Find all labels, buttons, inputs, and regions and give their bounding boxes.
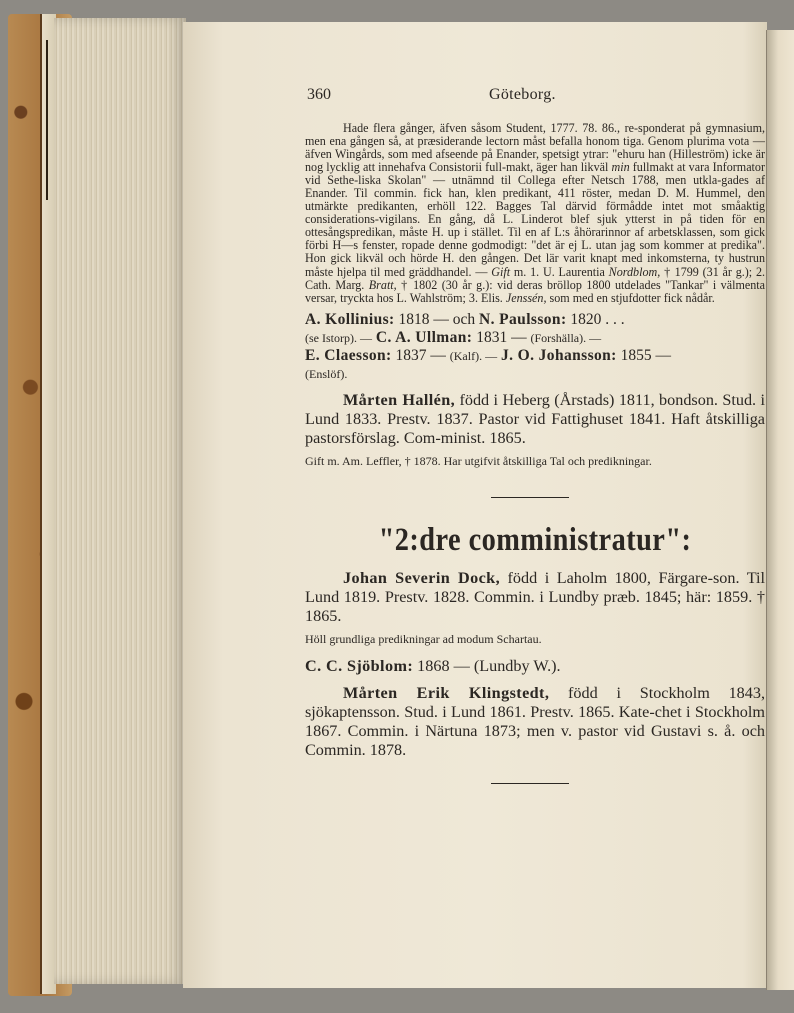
divider-rule-bottom xyxy=(491,783,569,784)
dock-text: född i Laholm 1800, Färgare-son. Til Lund 1819. Prestv. 1828. Commin. i Lundby præb. 1845; här: 1859. † 1865. xyxy=(305,568,766,626)
paulsson-name: N. Paulsson: xyxy=(479,310,567,328)
names-line-4 xyxy=(305,365,765,383)
klingstedt-entry xyxy=(305,684,765,761)
sjoblom-name: C. C. Sjöblom: xyxy=(305,656,414,675)
names-l2-a: (se Istorp). — xyxy=(305,330,372,345)
para1b: fullmakt at vara Informator vid Sethe-liska Skolan" — utnämnd til Collega efter Netsch 1788, men utkla-gades af Enander. Til commin. fick han, klen predikant, 411 röster, medan D. M. Hummel, den utmärkte predikanten, erhöll 122. Bagges Tal därvid förmådde intet mot småaktig considerations-vigilans. En gång, då L. Linderot blef sjuk ytterst in på tiden för en ottesångspredikan, måste H. up i stället. Til en af L:s åhörarinnor af arbetsklassen, som gick förbi H—s fenster, ropade denne godmodigt: "det är ej L. utan jag som kommer at predika". Hon gick likväl och hörde H. den gången. Det lär varit knapt med inkomsterna, ty hustrun måste hjelpa til med gräddhandel. — xyxy=(305,160,765,279)
klingstedt-name: Mårten Erik Klingstedt, xyxy=(343,683,550,702)
names-line-1 xyxy=(305,311,765,329)
dock-note: Höll grundliga predikningar ad modum Schartau. xyxy=(305,632,542,647)
dock-name: Johan Severin Dock, xyxy=(343,568,501,587)
names-line-2 xyxy=(305,329,765,347)
page-content xyxy=(305,86,765,784)
names-line-3 xyxy=(305,347,765,365)
page-stack xyxy=(54,18,186,984)
johansson-name: J. O. Johansson: xyxy=(500,346,617,364)
cover-line xyxy=(46,40,48,200)
names-l1-d: 1820 . . . xyxy=(570,310,625,328)
names-block xyxy=(305,311,765,383)
nordblom-italic: Nordblom, xyxy=(608,264,661,279)
divider-rule xyxy=(491,497,569,498)
names-l3-b: 1837 — xyxy=(395,346,446,364)
gift-text4: som med en stjufdotter fick nådår. xyxy=(549,290,715,305)
gift-text3: † 1802 (30 år g.): vid deras bröllop 1800 utdelades "Tankar" i välmenta versar, tryckta hos L. Wahlström; 3. Elis. xyxy=(305,277,766,305)
hillestrom-paragraph xyxy=(305,122,765,305)
para1: Hade flera gånger, äfven såsom Student, 1777. 78. 86., re-sponderat på gymnasium, men ena gången så, at præsiderande lectorn måst befalla honom tiga. Genom plurima vota — äfven Wingårds, som med afseende på Enander, spetsigt ytrar: "ehuru han (Hilleström) icke är nog lycklig att innehafva Consistorii full-makt, äger han likväl xyxy=(305,121,765,175)
hallen-text: född i Heberg (Årstads) 1811, bondson. Stud. i Lund 1833. Prestv. 1837. Pastor vid Fattighuset 1841. Haft åtskilliga pastorsförslag. Com-minist. 1865. xyxy=(305,390,766,448)
jenssen-italic: Jenssén, xyxy=(505,290,547,305)
page-title: Göteborg. xyxy=(489,86,556,103)
names-l4: (Enslöf). xyxy=(305,366,348,381)
hallen-name: Mårten Hallén, xyxy=(343,390,456,409)
para1-italic: min xyxy=(611,160,630,175)
ullman-name: C. A. Ullman: xyxy=(375,328,473,346)
names-l2-d: (Forshälla). — xyxy=(530,330,602,345)
klingstedt-text: född i Stockholm 1843, sjökaptensson. Stud. i Lund 1861. Prestv. 1865. Kate-chet i Stockholm 1867. Commin. i Närtuna 1873; men v. pastor vid Gustavi s. å. och Commin. 1878. xyxy=(305,683,765,760)
kollinius-name: A. Kollinius: xyxy=(305,310,395,328)
sjoblom-entry xyxy=(305,657,765,676)
gift-text2: † 1799 (31 år g.); 2. Cath. Marg. xyxy=(305,264,766,292)
running-head xyxy=(305,86,765,110)
names-l3-e: 1855 — xyxy=(620,346,671,364)
names-l1-b: 1818 — och xyxy=(398,310,476,328)
bratt-italic: Bratt, xyxy=(368,277,397,292)
names-l2-c: 1831 — xyxy=(476,328,527,346)
gift-italic: Gift xyxy=(491,264,511,279)
next-page-edge xyxy=(766,30,794,990)
section-heading: "2:dre comministratur": xyxy=(378,521,692,558)
names-l3-c: (Kalf). — xyxy=(449,348,498,363)
sjoblom-text: 1868 — (Lundby W.). xyxy=(417,656,561,675)
claesson-name: E. Claesson: xyxy=(305,346,392,364)
dock-entry xyxy=(305,569,765,627)
page-number: 360 xyxy=(307,86,331,103)
hallen-note: Gift m. Am. Leffler, † 1878. Har utgifvit åtskilliga Tal och predikningar. xyxy=(305,454,652,469)
gift-text: m. 1. U. Laurentia xyxy=(513,264,605,279)
hallen-entry xyxy=(305,391,765,449)
